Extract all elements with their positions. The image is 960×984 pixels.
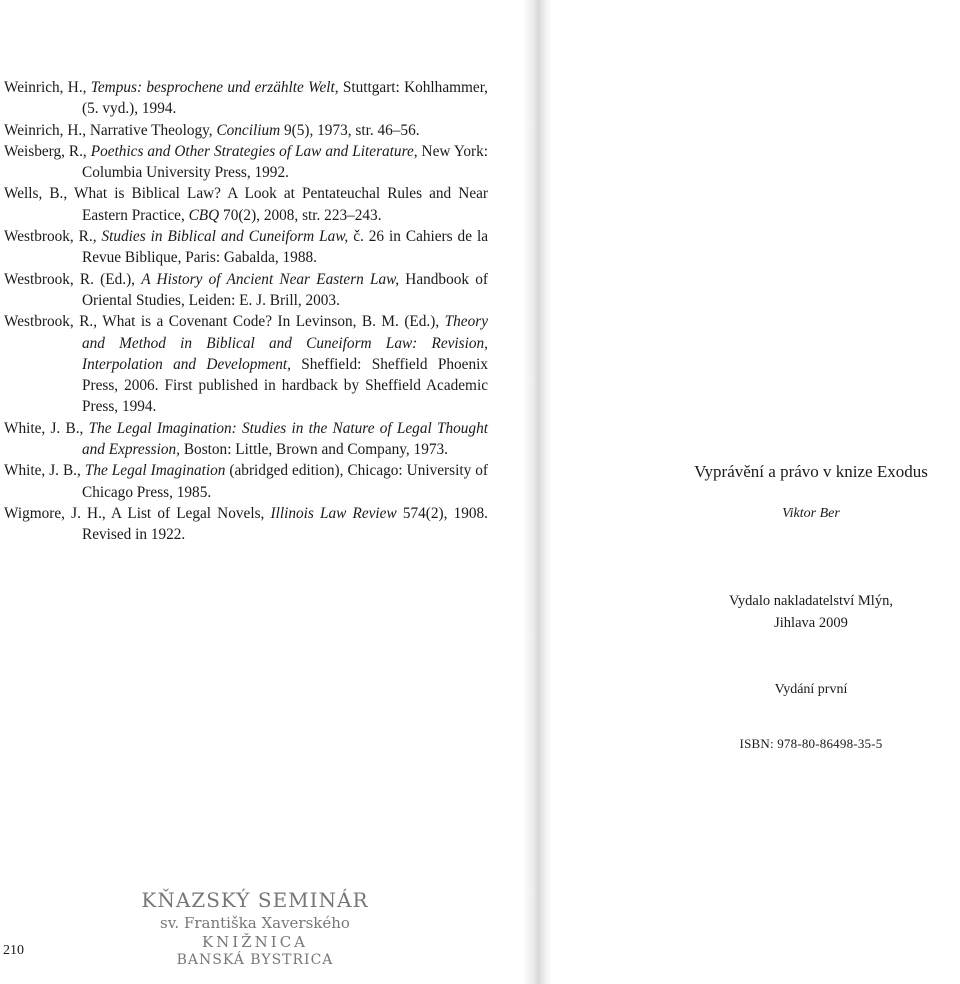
bibliography-entry-title: Poethics and Other Strategies of Law and Literature, xyxy=(90,142,418,160)
bibliography-entry xyxy=(4,183,488,226)
book-author: Viktor Ber xyxy=(782,506,840,521)
bibliography-entry xyxy=(4,418,488,461)
book-title: Vyprávění a právo v knize Exodus xyxy=(694,462,928,481)
bibliography-entry-text: Weinrich, H., Narrative Theology, xyxy=(4,121,217,139)
bibliography-entry-text: č. 26 in Cahiers de la Revue Biblique, Paris: Gabalda, 1988. xyxy=(82,228,488,267)
bibliography-entry-text: Westbrook, R., What is a Covenant Code? In Levinson, B. M. (Ed.), xyxy=(4,313,445,331)
bibliography-entry-text: Westbrook, R. (Ed.), xyxy=(4,270,142,288)
bibliography-entry xyxy=(4,503,488,546)
bibliography-entry-title: Theory and Method in Biblical and Cuneiform Law: Revision, Interpolation and Development, xyxy=(82,313,488,373)
book-gutter xyxy=(522,0,552,984)
bibliography-entry-text: New York: Columbia University Press, 1992. xyxy=(82,142,489,182)
bibliography-entry-title: The Legal Imagination xyxy=(84,462,226,480)
right-page xyxy=(552,0,960,984)
bibliography-entry xyxy=(4,460,488,503)
library-stamp xyxy=(140,888,370,968)
bibliography-entry xyxy=(4,311,488,417)
bibliography-entry-text: 70(2), 2008, str. 223–243. xyxy=(219,206,382,224)
bibliography-entry-text: White, J. B., xyxy=(4,462,85,480)
bibliography-entry-text: 574(2), 1908. Revised in 1922. xyxy=(82,504,488,544)
bibliography-entry-text: Wells, B., What is Biblical Law? A Look at Pentateuchal Rules and Near Eastern Practice, xyxy=(4,185,488,224)
bibliography-entry-title: A History of Ancient Near Eastern Law, xyxy=(141,270,400,288)
publisher-line-1: Vydalo nakladatelství Mlýn, xyxy=(729,593,893,609)
bibliography-entry-text: Wigmore, J. H., A List of Legal Novels, xyxy=(4,504,271,522)
bibliography-entry-text: Weisberg, R., xyxy=(4,142,91,160)
bibliography-entry-text: Stuttgart: Kohlhammer, (5. vyd.), 1994. xyxy=(82,79,488,118)
bibliography-entry xyxy=(4,269,488,312)
bibliography-entry-title: The Legal Imagination: Studies in the Nature of Legal Thought and Expression, xyxy=(82,419,488,459)
bibliography-entry xyxy=(4,141,488,184)
page-number: 210 xyxy=(3,943,24,958)
stamp-line-2: sv. Františka Xaverského xyxy=(160,914,350,932)
bibliography-list xyxy=(4,77,488,546)
bibliography-entry-text: White, J. B., xyxy=(4,419,89,437)
isbn: ISBN: 978-80-86498-35-5 xyxy=(739,736,883,751)
publisher-info xyxy=(552,590,960,634)
bibliography-entry-title: CBQ xyxy=(188,206,220,224)
stamp-line-3: KNIŽNICA xyxy=(201,933,309,951)
bibliography-entry-text: Weinrich, H., xyxy=(4,79,91,96)
bibliography-entry-text: (abridged edition), Chicago: University of Chicago Press, 1985. xyxy=(82,462,488,501)
bibliography-entry-text: Westbrook, R., xyxy=(4,228,102,246)
bibliography-entry-title: Illinois Law Review xyxy=(270,504,397,522)
publisher-line-2: Jihlava 2009 xyxy=(774,615,848,631)
bibliography-entry-title: Tempus: besprochene und erzählte Welt, xyxy=(90,79,339,96)
bibliography-entry xyxy=(4,226,488,269)
bibliography-entry xyxy=(4,77,488,120)
stamp-line-4: BANSKÁ BYSTRICA xyxy=(176,952,334,968)
bibliography-entry-text: Handbook of Oriental Studies, Leiden: E. J. Brill, 2003. xyxy=(82,270,488,309)
stamp-line-1: KŇAZSKÝ SEMINÁR xyxy=(141,888,369,912)
bibliography-entry-title: Concilium xyxy=(216,121,281,139)
bibliography-entry-text: Sheffield: Sheffield Phoenix Press, 2006. First published in hardback by Sheffield Academic Press, 1994. xyxy=(82,355,489,416)
bibliography-entry xyxy=(4,120,488,141)
edition-info: Vydání první xyxy=(774,682,848,697)
bibliography-entry-text: Boston: Little, Brown and Company, 1973. xyxy=(180,441,448,459)
bibliography-entry-title: Studies in Biblical and Cuneiform Law, xyxy=(101,228,349,246)
bibliography-entry-text: 9(5), 1973, str. 46–56. xyxy=(280,121,420,139)
